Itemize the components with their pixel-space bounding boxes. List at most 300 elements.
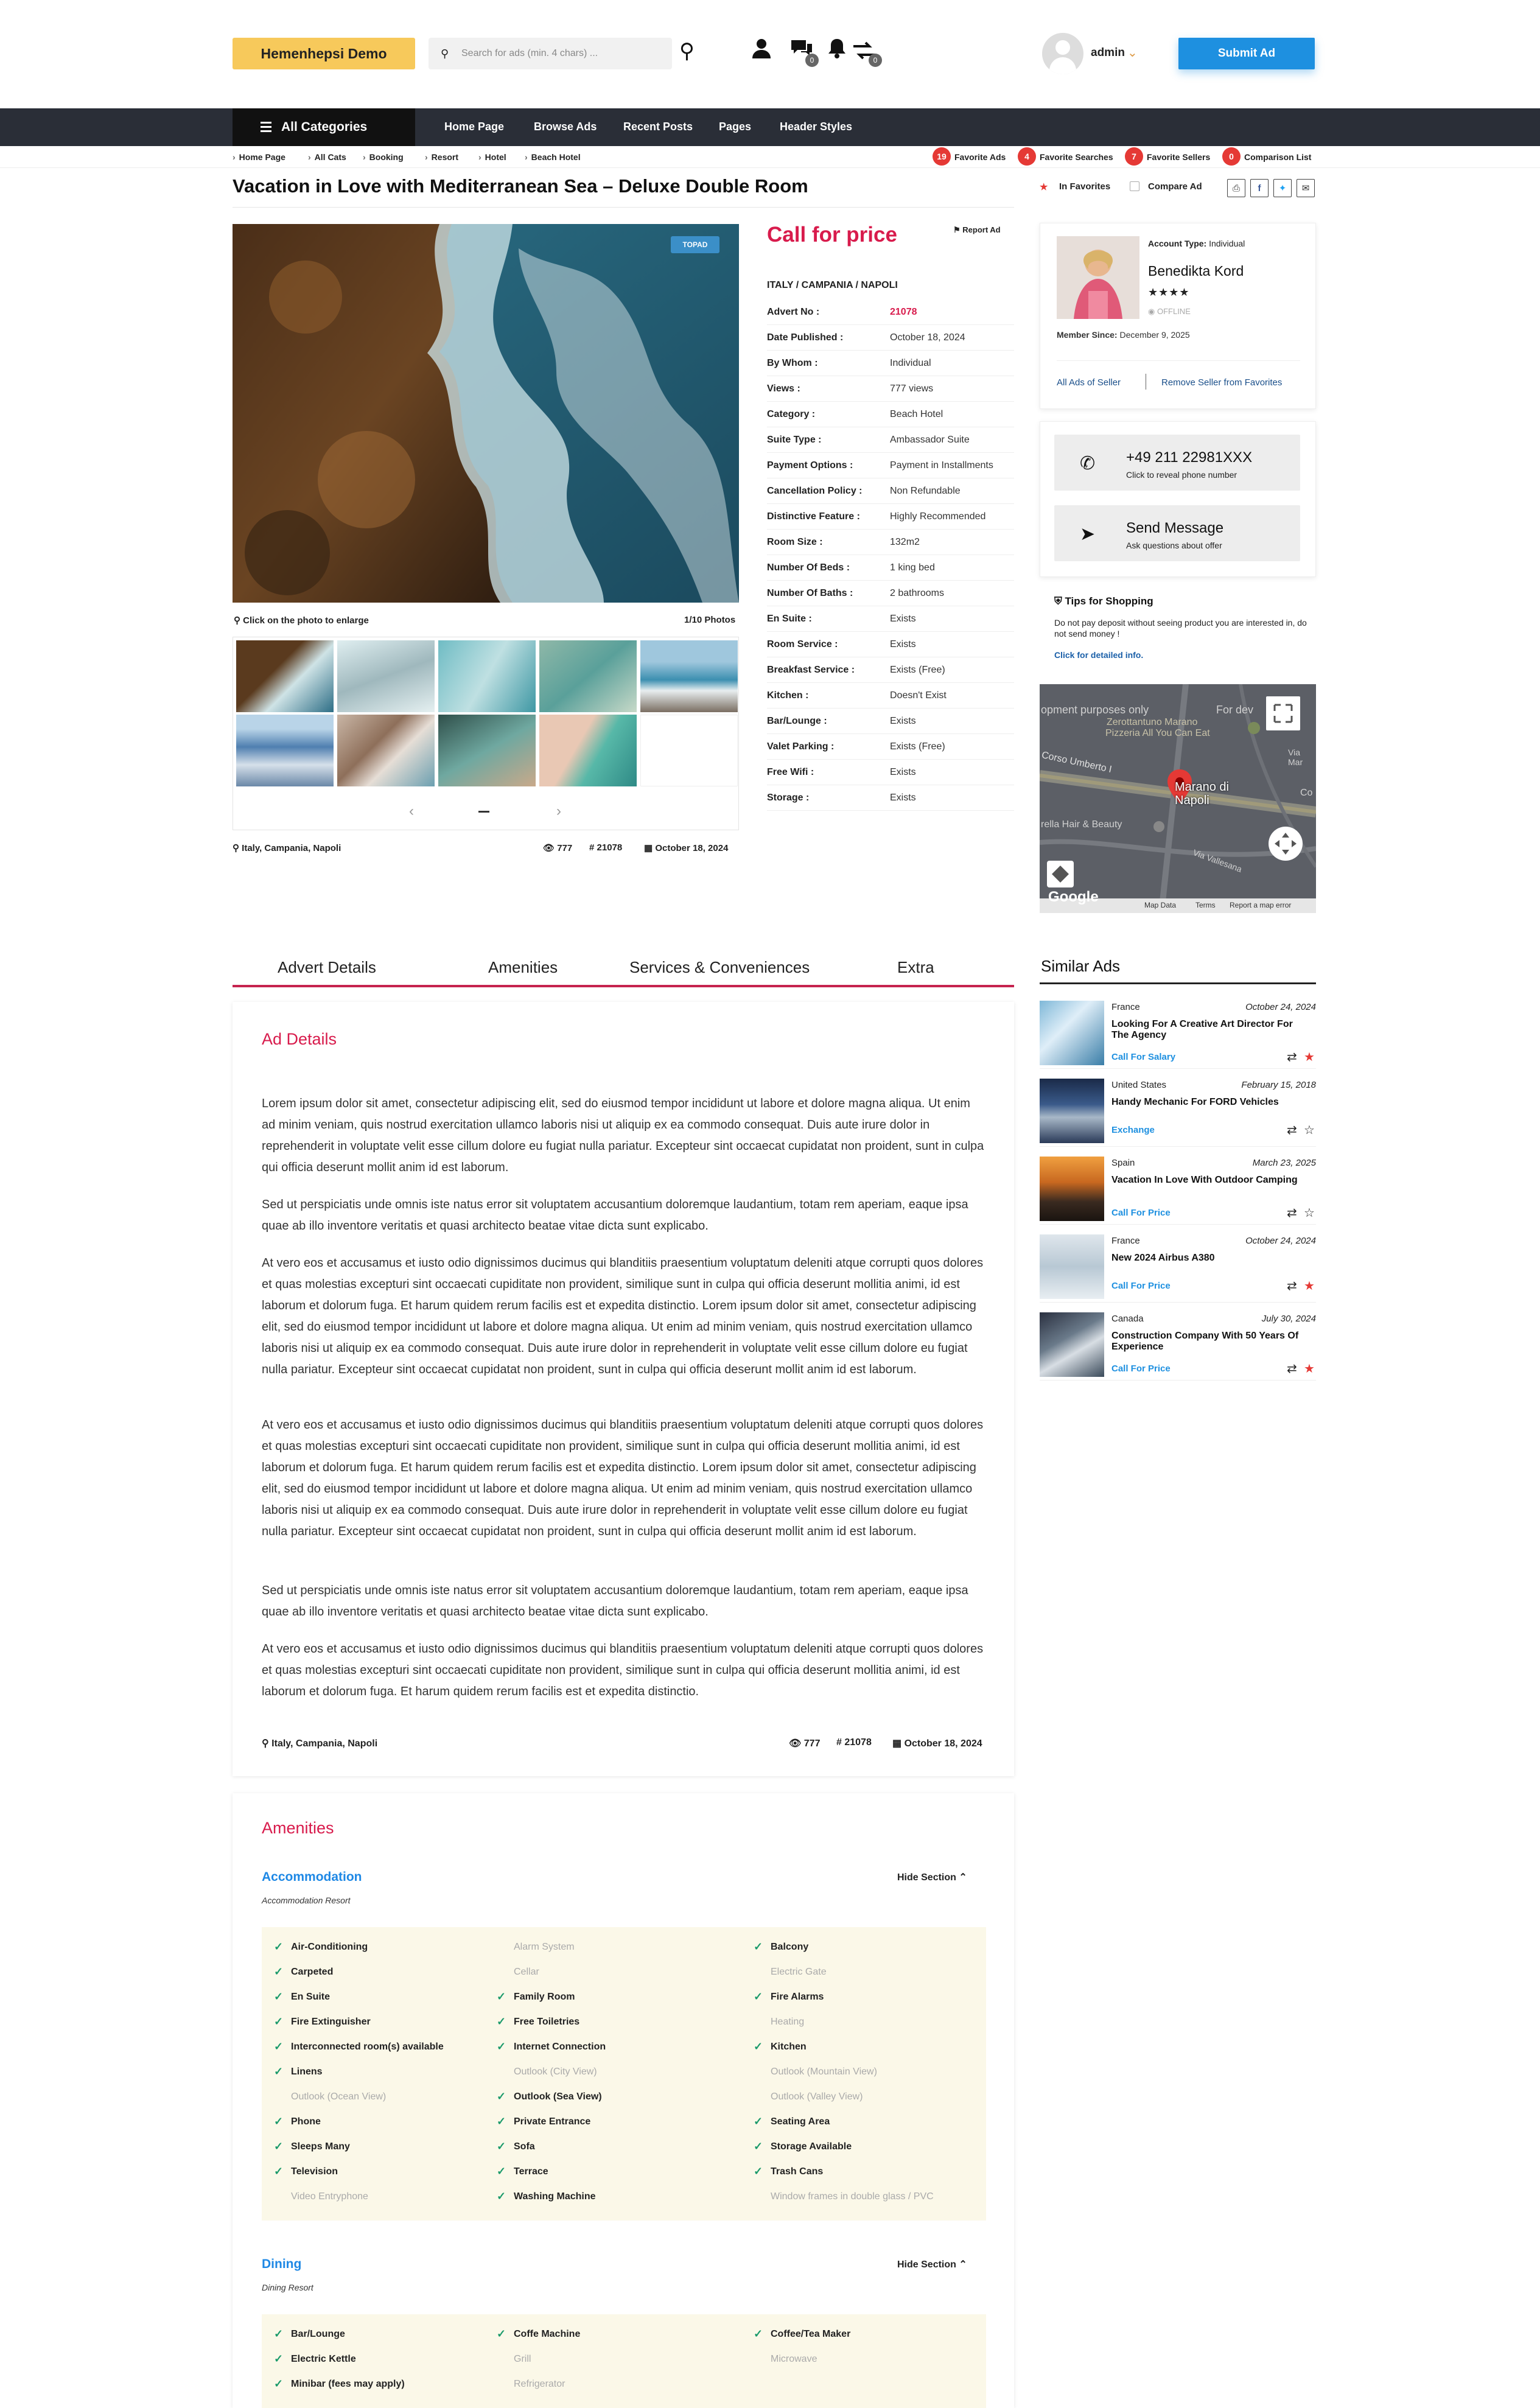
amenity-item bbox=[771, 1967, 827, 1978]
description-paragraph: At vero eos et accusamus et iusto odio dignissimos ducimus qui blanditiis praesentium voluptatum deleniti atque corrupti quos dolores et quas molestias excepturi sint occaecati cupiditate non provident, similique sunt in culpa qui officia deserunt mollitia animi, id est laborum et dolorum fuga. Et harum quidem rerum facilis est et expedita distinctio. Lorem ipsum dolor sit amet, consectetur adipiscing elit, sed do eiusmod tempor incididunt ut labore et dolore magna aliqua. Ut enim ad minim veniam, quis nostrud exercitation ullamco laboris nisi ut aliquip ex ea commodo consequat. Duis aute irure dolor in reprehenderit in voluptate velit esse cillum dolore eu fugiat nulla pariatur. Excepteur sint occaecat cupidatat non proident, sunt in culpa qui officia deserunt mollit anim id est laborum. bbox=[262, 1418, 984, 1538]
amenity-item bbox=[274, 2065, 323, 2077]
bell-icon[interactable] bbox=[828, 38, 846, 64]
all-ads-of-seller-link[interactable]: All Ads of Seller bbox=[1057, 377, 1121, 388]
search-input[interactable] bbox=[429, 38, 672, 69]
amenity-item bbox=[771, 2354, 817, 2365]
detail-value: Exists bbox=[890, 793, 916, 803]
compare-icon[interactable]: ⇄ bbox=[1287, 1206, 1297, 1220]
detail-row bbox=[767, 581, 1014, 606]
amenity-label: Grill bbox=[514, 2354, 531, 2364]
report-text: Report Ad bbox=[962, 225, 1001, 234]
check-icon: ✓ bbox=[754, 2328, 763, 2340]
similar-ad-item[interactable] bbox=[1040, 1074, 1316, 1147]
amenity-item bbox=[497, 2190, 596, 2202]
location-meta bbox=[233, 842, 341, 853]
breadcrumb-item[interactable]: › Resort bbox=[425, 152, 458, 162]
user-icon[interactable] bbox=[751, 38, 772, 64]
similar-ad-date: October 24, 2024 bbox=[1245, 1236, 1316, 1246]
amenity-label: Kitchen bbox=[771, 2042, 807, 2052]
amenity-label: Washing Machine bbox=[514, 2191, 596, 2202]
amenity-label: Carpeted bbox=[291, 1967, 334, 1977]
amenity-label: Phone bbox=[291, 2116, 321, 2127]
seller-name[interactable]: Benedikta Kord bbox=[1148, 263, 1244, 279]
views-meta bbox=[543, 842, 572, 853]
favorite-sellers-count[interactable]: 7 bbox=[1125, 147, 1143, 166]
similar-ad-item[interactable] bbox=[1040, 1152, 1316, 1225]
description-paragraph: Sed ut perspiciatis unde omnis iste natus error sit voluptatem accusantium doloremque laudantium, totam rem aperiam, eaque ipsa quae ab illo inventore veritatis et quasi architecto beatae vitae dicta sunt explicabo. bbox=[262, 1584, 968, 1619]
search-button-icon[interactable]: ⚲ bbox=[679, 40, 695, 63]
id-meta bbox=[836, 1737, 872, 1748]
favorite-searches-link[interactable]: Favorite Searches bbox=[1040, 152, 1113, 162]
detail-value: Non Refundable bbox=[890, 486, 961, 496]
similar-ad-item[interactable] bbox=[1040, 1307, 1316, 1381]
similar-ad-country: Canada bbox=[1111, 1314, 1144, 1324]
chevron-left-icon[interactable]: ‹ bbox=[409, 803, 414, 819]
hide-section-label: Hide Section bbox=[897, 2259, 956, 2270]
hide-section-label: Hide Section bbox=[897, 1872, 956, 1883]
check-icon: ✓ bbox=[754, 2115, 763, 2127]
check-icon: ✓ bbox=[274, 2353, 284, 2365]
check-icon: ✓ bbox=[754, 2140, 763, 2152]
flag-icon: ⚑ bbox=[953, 225, 963, 234]
similar-ad-price: Call For Price bbox=[1111, 1281, 1171, 1291]
detail-row bbox=[767, 555, 1014, 581]
amenity-item bbox=[497, 1990, 575, 2003]
nav-item-browse-ads[interactable]: Browse Ads bbox=[534, 121, 597, 133]
send-message-button[interactable] bbox=[1054, 505, 1300, 561]
amenity-label: Bar/Lounge bbox=[291, 2329, 345, 2339]
similar-ad-thumbnail[interactable] bbox=[1040, 1312, 1104, 1377]
favorite-searches-count[interactable]: 4 bbox=[1018, 147, 1036, 166]
check-icon: ✓ bbox=[497, 2140, 506, 2152]
amenity-item bbox=[274, 2015, 371, 2028]
favorite-star-icon[interactable]: ★ bbox=[1304, 1051, 1315, 1064]
comparison-list-count[interactable]: 0 bbox=[1222, 147, 1241, 166]
map-label: For dev bbox=[1216, 704, 1254, 716]
detail-key: Date Published : bbox=[767, 332, 844, 343]
detail-key: Category : bbox=[767, 409, 816, 419]
amenity-label: Refrigerator bbox=[514, 2379, 565, 2389]
hash-icon: # bbox=[589, 842, 597, 853]
enlarge-text: Click on the photo to enlarge bbox=[243, 615, 369, 626]
favorite-sellers-link[interactable]: Favorite Sellers bbox=[1147, 152, 1211, 162]
breadcrumb-item[interactable]: › Hotel bbox=[478, 152, 506, 162]
amenity-label: Electric Gate bbox=[771, 1967, 827, 1977]
detail-value: Exists (Free) bbox=[890, 665, 945, 675]
divider bbox=[233, 207, 1014, 208]
site-logo[interactable]: Hemenhepsi Demo bbox=[233, 38, 415, 69]
detail-key: Breakfast Service : bbox=[767, 665, 855, 675]
tab-underline bbox=[233, 985, 1014, 987]
tab-services[interactable]: Services & Conveniences bbox=[629, 958, 810, 976]
check-icon: ✓ bbox=[274, 2115, 284, 2127]
calendar-icon: ▦ bbox=[644, 843, 656, 853]
amenity-item bbox=[497, 2165, 548, 2177]
amenity-label: Coffee/Tea Maker bbox=[771, 2329, 851, 2339]
nav-item-home[interactable]: Home Page bbox=[444, 121, 505, 133]
location-text: Italy, Campania, Napoli bbox=[271, 1738, 378, 1749]
compare-icon[interactable]: ⇄ bbox=[1287, 1279, 1297, 1293]
all-categories-label: All Categories bbox=[281, 120, 368, 134]
chevron-right-icon[interactable]: › bbox=[556, 803, 561, 819]
location-map[interactable] bbox=[1040, 684, 1316, 913]
similar-ad-thumbnail[interactable] bbox=[1040, 1001, 1104, 1065]
check-icon: ✓ bbox=[274, 1990, 284, 2003]
amenity-item bbox=[754, 2328, 851, 2340]
id-text: 21078 bbox=[844, 1737, 872, 1748]
map-label: Via Vallesana bbox=[1191, 847, 1244, 874]
send-message-hint: Ask questions about offer bbox=[1126, 541, 1222, 550]
detail-value: 21078 bbox=[890, 307, 917, 317]
check-icon: ✓ bbox=[274, 2328, 284, 2340]
seller-photo[interactable] bbox=[1057, 236, 1139, 319]
accommodation-list bbox=[262, 1927, 986, 2221]
check-icon: ✓ bbox=[497, 2115, 506, 2127]
report-ad-link[interactable] bbox=[953, 225, 1001, 235]
seller-rating-stars: ★★★★ bbox=[1148, 286, 1190, 298]
remove-seller-favorite-link[interactable]: Remove Seller from Favorites bbox=[1161, 377, 1283, 388]
compare-icon[interactable]: ⇄ bbox=[1287, 1051, 1297, 1064]
amenity-item bbox=[514, 2379, 565, 2390]
favorite-star-icon[interactable]: ☆ bbox=[1304, 1124, 1315, 1137]
gallery-indicator bbox=[478, 811, 489, 813]
detail-value: Exists bbox=[890, 639, 916, 649]
similar-ad-date: July 30, 2024 bbox=[1261, 1314, 1316, 1324]
check-icon: ✓ bbox=[754, 1990, 763, 2003]
dining-subtitle: Dining Resort bbox=[262, 2283, 313, 2292]
map-terms-link[interactable]: Terms bbox=[1195, 901, 1216, 909]
amenity-item bbox=[274, 2115, 321, 2127]
detail-key: Number Of Beds : bbox=[767, 562, 850, 573]
amenity-item bbox=[274, 1941, 368, 1953]
detail-row bbox=[767, 376, 1014, 402]
detail-key: Cancellation Policy : bbox=[767, 486, 863, 496]
amenity-label: Internet Connection bbox=[514, 2042, 606, 2052]
tips-link[interactable]: Click for detailed info. bbox=[1054, 650, 1144, 660]
amenity-item bbox=[754, 1941, 809, 1953]
check-icon: ✓ bbox=[754, 2040, 763, 2053]
check-icon: ✓ bbox=[274, 2065, 284, 2077]
check-icon: ✓ bbox=[497, 2090, 506, 2102]
hide-section-button[interactable] bbox=[897, 1871, 967, 1883]
amenity-label: Cellar bbox=[514, 1967, 539, 1977]
calendar-icon: ▦ bbox=[892, 1738, 905, 1749]
id-text: 21078 bbox=[597, 842, 623, 853]
map-label: Co bbox=[1300, 788, 1313, 798]
check-icon: ✓ bbox=[497, 2328, 506, 2340]
location-meta bbox=[262, 1737, 377, 1749]
similar-ad-thumbnail[interactable] bbox=[1040, 1079, 1104, 1143]
compare-icon[interactable]: ⇄ bbox=[1287, 1362, 1297, 1376]
phone-hint: Click to reveal phone number bbox=[1126, 470, 1237, 480]
amenity-label: Fire Extinguisher bbox=[291, 2017, 371, 2027]
breadcrumb-item[interactable]: › All Cats bbox=[308, 152, 346, 162]
detail-value: Exists bbox=[890, 767, 916, 777]
amenity-label: Heating bbox=[771, 2017, 805, 2027]
favorite-star-icon[interactable]: ★ bbox=[1304, 1279, 1315, 1293]
accommodation-subtitle: Accommodation Resort bbox=[262, 1895, 351, 1905]
detail-key: Number Of Baths : bbox=[767, 588, 853, 598]
amenity-label: Television bbox=[291, 2166, 338, 2177]
amenity-label: Terrace bbox=[514, 2166, 548, 2177]
location-text: Italy, Campania, Napoli bbox=[242, 843, 341, 853]
amenity-label: Electric Kettle bbox=[291, 2354, 356, 2364]
map-label: Corso Umberto I bbox=[1040, 749, 1113, 775]
thumbnail[interactable] bbox=[438, 640, 536, 712]
hide-section-button[interactable] bbox=[897, 2258, 967, 2270]
amenity-label: Seating Area bbox=[771, 2116, 830, 2127]
similar-ad-thumbnail[interactable] bbox=[1040, 1234, 1104, 1299]
avatar[interactable] bbox=[1042, 33, 1083, 74]
star-icon[interactable]: ★ bbox=[1040, 182, 1048, 192]
compare-checkbox[interactable] bbox=[1130, 181, 1139, 191]
amenity-label: Outlook (Sea View) bbox=[514, 2091, 602, 2102]
in-favorites-link[interactable]: In Favorites bbox=[1059, 181, 1111, 192]
amenity-label: Free Toiletries bbox=[514, 2017, 580, 2027]
amenity-item bbox=[514, 2354, 531, 2365]
detail-row bbox=[767, 632, 1014, 657]
eye-icon: 👁 bbox=[543, 843, 558, 853]
thumbnail[interactable] bbox=[640, 640, 738, 712]
zoom-icon: ⚲ bbox=[234, 615, 243, 626]
submit-ad-button[interactable]: Submit Ad bbox=[1178, 38, 1315, 69]
amenity-item bbox=[497, 2140, 535, 2152]
map-data-link[interactable]: Map Data bbox=[1144, 901, 1177, 909]
check-icon: ✓ bbox=[497, 2015, 506, 2028]
compare-ad-link[interactable]: Compare Ad bbox=[1148, 181, 1202, 192]
ad-details-heading: Ad Details bbox=[262, 1030, 337, 1048]
favorite-star-icon[interactable]: ☆ bbox=[1304, 1206, 1315, 1220]
amenity-item bbox=[754, 1990, 824, 2003]
print-icon[interactable]: ⎙ bbox=[1227, 179, 1245, 197]
detail-value: Exists bbox=[890, 614, 916, 624]
status-text: OFFLINE bbox=[1157, 307, 1191, 316]
search-small-icon: ⚲ bbox=[441, 47, 449, 60]
member-since-value: December 9, 2025 bbox=[1119, 330, 1190, 340]
phone-number: +49 211 22981XXX bbox=[1126, 449, 1253, 466]
detail-row bbox=[767, 453, 1014, 478]
facebook-icon[interactable]: f bbox=[1250, 179, 1269, 197]
similar-ad-thumbnail[interactable] bbox=[1040, 1157, 1104, 1221]
chevron-down-icon[interactable]: ⌄ bbox=[1127, 46, 1138, 60]
similar-ad-country: Spain bbox=[1111, 1158, 1135, 1168]
check-icon: ✓ bbox=[754, 1941, 763, 1953]
amenity-item bbox=[754, 2115, 830, 2127]
detail-value: Exists bbox=[890, 716, 916, 726]
detail-key: Room Service : bbox=[767, 639, 838, 649]
thumbnail[interactable] bbox=[539, 640, 637, 712]
google-logo: Google bbox=[1048, 889, 1099, 905]
check-icon: ✓ bbox=[274, 2165, 284, 2177]
thumbnail[interactable] bbox=[236, 715, 334, 786]
thumbnail-placeholder[interactable] bbox=[640, 715, 738, 786]
check-icon: ✓ bbox=[497, 2165, 506, 2177]
detail-row bbox=[767, 299, 1014, 325]
amenity-item bbox=[754, 2140, 852, 2152]
similar-ad-price: Call For Price bbox=[1111, 1363, 1171, 1374]
detail-row bbox=[767, 478, 1014, 504]
amenity-item bbox=[771, 2091, 863, 2102]
map-label: opment purposes only bbox=[1041, 704, 1149, 716]
similar-ad-item[interactable] bbox=[1040, 996, 1316, 1069]
check-icon: ✓ bbox=[497, 2040, 506, 2053]
check-icon: ✓ bbox=[274, 2378, 284, 2390]
detail-key: En Suite : bbox=[767, 614, 812, 624]
favorite-ads-count[interactable]: 19 bbox=[933, 147, 951, 166]
email-icon[interactable]: ✉ bbox=[1297, 179, 1315, 197]
amenity-label: Sleeps Many bbox=[291, 2141, 350, 2152]
main-nav bbox=[0, 108, 1540, 146]
nav-item-pages[interactable]: Pages bbox=[719, 121, 752, 133]
amenity-item bbox=[514, 1942, 575, 1953]
twitter-icon[interactable]: ✦ bbox=[1273, 179, 1292, 197]
tab-extra[interactable]: Extra bbox=[897, 958, 934, 976]
amenity-label: Alarm System bbox=[514, 1942, 575, 1952]
detail-key: Storage : bbox=[767, 793, 810, 803]
breadcrumb-item[interactable]: › Beach Hotel bbox=[525, 152, 581, 162]
detail-row bbox=[767, 402, 1014, 427]
amenity-item bbox=[754, 2165, 824, 2177]
map-report-link[interactable]: Report a map error bbox=[1230, 901, 1292, 909]
amenity-label: Microwave bbox=[771, 2354, 817, 2364]
similar-ad-price: Exchange bbox=[1111, 1125, 1155, 1135]
status-dot-icon: ◉ bbox=[1148, 307, 1157, 316]
dining-list bbox=[262, 2314, 986, 2408]
favorite-ads-link[interactable]: Favorite Ads bbox=[954, 152, 1006, 162]
tips-title-text: Tips for Shopping bbox=[1065, 595, 1153, 607]
detail-value: Payment in Installments bbox=[890, 460, 993, 471]
location-path[interactable]: ITALY / CAMPANIA / NAPOLI bbox=[767, 280, 898, 290]
favorite-star-icon[interactable]: ★ bbox=[1304, 1362, 1315, 1376]
paper-plane-icon: ➤ bbox=[1080, 524, 1096, 544]
map-label: Zerottantuno Marano bbox=[1107, 717, 1198, 727]
chevron-up-icon: ⌃ bbox=[959, 1872, 967, 1883]
tab-advert-details[interactable]: Advert Details bbox=[278, 958, 376, 976]
similar-ad-title[interactable]: Vacation In Love With Outdoor Camping bbox=[1111, 1175, 1298, 1185]
amenity-item bbox=[274, 2353, 356, 2365]
views-text: 777 bbox=[557, 843, 573, 853]
search-placeholder: Search for ads (min. 4 chars) ... bbox=[461, 48, 598, 58]
detail-row bbox=[767, 606, 1014, 632]
member-since bbox=[1057, 330, 1190, 340]
amenity-label: Private Entrance bbox=[514, 2116, 591, 2127]
main-photo[interactable] bbox=[233, 224, 739, 603]
thumbnail[interactable] bbox=[236, 640, 334, 712]
reveal-phone-button[interactable] bbox=[1054, 435, 1300, 491]
amenity-label: Storage Available bbox=[771, 2141, 852, 2152]
thumbnail[interactable] bbox=[337, 640, 435, 712]
account-type bbox=[1148, 239, 1245, 248]
detail-row bbox=[767, 530, 1014, 555]
amenities-heading: Amenities bbox=[262, 1819, 334, 1837]
amenity-label: Balcony bbox=[771, 1942, 809, 1952]
enlarge-hint bbox=[234, 615, 369, 626]
accommodation-title: Accommodation bbox=[262, 1870, 362, 1884]
detail-row bbox=[767, 709, 1014, 734]
date-meta bbox=[644, 842, 728, 853]
thumbnail[interactable] bbox=[337, 715, 435, 786]
similar-ad-title[interactable]: Looking For A Creative Art Director For The Agency bbox=[1111, 1019, 1293, 1040]
detail-key: Free Wifi : bbox=[767, 767, 814, 777]
tips-title bbox=[1054, 595, 1153, 607]
amenity-item bbox=[497, 2115, 591, 2127]
similar-ad-title[interactable]: Construction Company With 50 Years Of Experience bbox=[1111, 1331, 1299, 1352]
detail-row bbox=[767, 683, 1014, 709]
detail-key: Suite Type : bbox=[767, 435, 822, 445]
similar-ad-item[interactable] bbox=[1040, 1230, 1316, 1303]
amenity-item bbox=[497, 2328, 581, 2340]
amenity-item bbox=[771, 2017, 804, 2028]
detail-key: Room Size : bbox=[767, 537, 823, 547]
user-menu-label[interactable]: admin bbox=[1091, 46, 1125, 59]
amenity-item bbox=[514, 1967, 539, 1978]
detail-row bbox=[767, 504, 1014, 530]
chevron-up-icon: ⌃ bbox=[959, 2259, 967, 2270]
amenity-label: Fire Alarms bbox=[771, 1992, 824, 2002]
similar-ad-title[interactable]: New 2024 Airbus A380 bbox=[1111, 1253, 1215, 1263]
price: Call for price bbox=[767, 223, 897, 247]
detail-key: Bar/Lounge : bbox=[767, 716, 827, 726]
similar-ad-date: October 24, 2024 bbox=[1245, 1002, 1316, 1012]
detail-value: 132m2 bbox=[890, 537, 920, 547]
account-type-label: Account Type: bbox=[1148, 239, 1207, 248]
detail-value: Ambassador Suite bbox=[890, 435, 970, 445]
nav-item-header-styles[interactable]: Header Styles bbox=[780, 121, 853, 133]
messages-badge: 0 bbox=[805, 54, 819, 67]
date-text: October 18, 2024 bbox=[904, 1738, 982, 1749]
map-pin-icon: ⚲ bbox=[233, 843, 242, 853]
similar-ad-title[interactable]: Handy Mechanic For FORD Vehicles bbox=[1111, 1097, 1279, 1107]
topad-badge: TOPAD bbox=[671, 236, 719, 253]
similar-ad-date: February 15, 2018 bbox=[1241, 1080, 1316, 1090]
comparison-list-link[interactable]: Comparison List bbox=[1244, 152, 1312, 162]
thumbnail[interactable] bbox=[438, 715, 536, 786]
date-meta bbox=[892, 1737, 982, 1749]
account-type-value: Individual bbox=[1209, 239, 1245, 248]
tab-amenities[interactable]: Amenities bbox=[488, 958, 558, 976]
amenity-item bbox=[274, 2328, 345, 2340]
breadcrumb-item[interactable]: › Booking bbox=[363, 152, 404, 162]
amenity-label: Sofa bbox=[514, 2141, 535, 2152]
amenity-item bbox=[771, 2191, 934, 2202]
amenity-label: Outlook (Valley View) bbox=[771, 2091, 863, 2102]
breadcrumb-item[interactable]: › Home Page bbox=[233, 152, 285, 162]
thumbnail[interactable] bbox=[539, 715, 637, 786]
all-categories-button[interactable] bbox=[233, 108, 415, 146]
amenity-label: Window frames in double glass / PVC bbox=[771, 2191, 934, 2202]
detail-value: 1 king bed bbox=[890, 562, 935, 573]
description-paragraph: At vero eos et accusamus et iusto odio dignissimos ducimus qui blanditiis praesentium voluptatum deleniti atque corrupti quos dolores et quas molestias excepturi sint occaecati cupiditate non provident, similique sunt in culpa qui officia deserunt mollitia animi, id est laborum et dolorum fuga. Et harum quidem rerum facilis est et expedita distinctio. Lorem ipsum dolor sit amet, consectetur adipiscing elit, sed do eiusmod tempor incididunt ut labore et dolore magna aliqua. Ut enim ad minim veniam, quis nostrud exercitation ullamco laboris nisi ut aliquip ex ea commodo consequat. Duis aute irure dolor in reprehenderit in voluptate velit esse cillum dolore eu fugiat nulla pariatur. Excepteur sint occaecat cupidatat non proident, sunt in culpa qui officia deserunt mollit anim id est laborum. bbox=[262, 1256, 984, 1376]
map-label: rella Hair & Beauty bbox=[1041, 819, 1122, 830]
eye-icon: 👁 bbox=[789, 1738, 804, 1749]
detail-value: Exists (Free) bbox=[890, 741, 945, 752]
id-meta bbox=[589, 842, 622, 853]
map-pin-icon: ⚲ bbox=[262, 1738, 272, 1749]
detail-row bbox=[767, 325, 1014, 351]
detail-key: Kitchen : bbox=[767, 690, 809, 701]
amenity-label: Video Entryphone bbox=[291, 2191, 368, 2202]
detail-value: Individual bbox=[890, 358, 931, 368]
date-text: October 18, 2024 bbox=[655, 843, 729, 853]
map-label: Via Mar bbox=[1288, 747, 1303, 767]
detail-value: 2 bathrooms bbox=[890, 588, 944, 598]
check-icon: ✓ bbox=[497, 2190, 506, 2202]
compare-icon[interactable]: ⇄ bbox=[1287, 1124, 1297, 1137]
detail-row bbox=[767, 657, 1014, 683]
check-icon: ✓ bbox=[497, 1990, 506, 2003]
nav-item-recent-posts[interactable]: Recent Posts bbox=[623, 121, 693, 133]
views-meta bbox=[789, 1737, 820, 1749]
